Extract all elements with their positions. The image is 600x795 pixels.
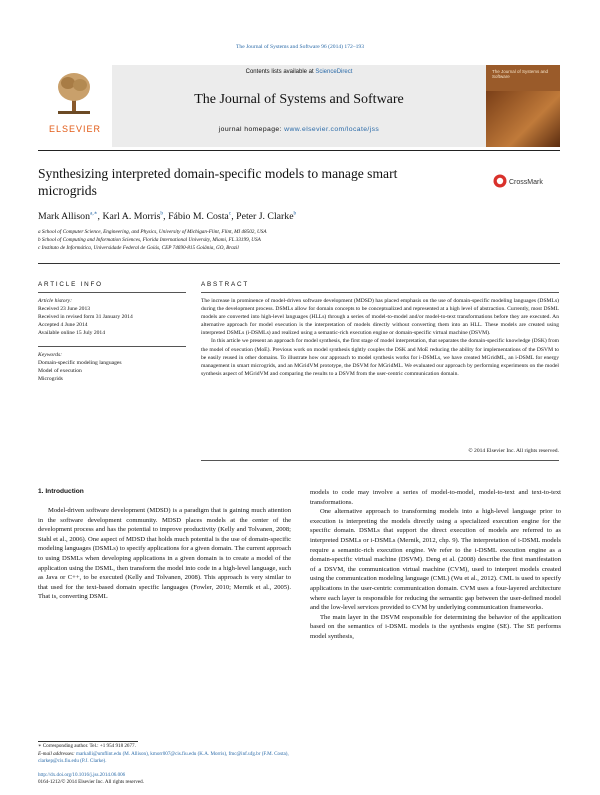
header-divider xyxy=(38,150,560,151)
history-item: Available online 15 July 2014 xyxy=(38,330,106,337)
footnotes xyxy=(38,743,298,766)
author[interactable]: Fábio M. Costa$^c$, xyxy=(168,211,237,223)
affiliation: b School of Computing and Information Sciences, Florida International University, Miami, FL 33199, USA xyxy=(38,237,261,243)
body-paragraph: models to code may involve a series of model-to-model, model-to-text and text-to-text transformations. xyxy=(310,489,561,506)
affiliation: c Instituto de Informática, Universidade Federal de Goiás, CEP 74690-815 Goiânia, GO, Brazil xyxy=(38,245,239,251)
history-item: Accepted 4 June 2014 xyxy=(38,322,88,329)
abstract-heading: ABSTRACT xyxy=(201,281,249,288)
keyword: Microgrids xyxy=(38,376,63,383)
corresponding-author-note: ∗ Corresponding author. Tel.: +1 954 918 2677. xyxy=(38,743,136,749)
author[interactable]: Peter J. Clarke$^b$ xyxy=(236,211,297,223)
homepage-prefix: journal homepage: xyxy=(218,126,285,133)
paper-title: Synthesizing interpreted domain-specific models to manage smart microgrids xyxy=(38,166,398,198)
abstract-body xyxy=(201,297,559,378)
journal-title: The Journal of Systems and Software xyxy=(194,92,404,107)
divider xyxy=(38,263,560,264)
body-paragraph: One alternative approach to transforming models into a high-level language prior to execution is interpreting the models directly using a specialized execution engine for the specific domain. DSMLs that support the direct execution of models are referred to as interpreted DSMLs or i-DSMLs (Mernik, 2012, chp. 9). The interpretation of i-DSML models require a semantic-rich execution engine. We refer to the i-DSML execution engine as a domain-specific virtual machine (DSVM). Deng et al. (2008) describe the first manifestation of a DSVM, the communication virtual machine (CVM), used to interpret models created using the communication modeling language (CML) (Wu et al., 2012). CML is used to specify applications in the user-centric communication domain. CVM uses a four-layered architecture where each layer is responsible for reducing the semantic gap between the user-defined model and the low-level services provided to CVM by underlying communication frameworks. xyxy=(310,508,561,612)
history-label: Article history: xyxy=(38,298,73,304)
body-left-column xyxy=(38,506,291,602)
history-item: Received 23 June 2013 xyxy=(38,306,91,313)
keyword: Model of execution xyxy=(38,368,82,375)
divider xyxy=(38,346,186,347)
affiliation: a School of Computer Science, Engineering, and Physics, University of Michigan-Flint, Flint, MI 48502, USA xyxy=(38,229,267,235)
copyright: © 2014 Elsevier Inc. All rights reserved. xyxy=(468,448,559,454)
contents-prefix: Contents lists available at xyxy=(245,69,316,75)
elsevier-tree-icon xyxy=(54,69,94,117)
divider xyxy=(38,292,186,293)
cover-artwork xyxy=(486,91,560,147)
journal-cover-image xyxy=(486,65,560,147)
body-paragraph: Model-driven software development (MDSD) is a paradigm that is gaining much attention in the software development community. MDSD places models at the center of the development process and has the potential to improve productivity (Kelly and Tolvanen, 2008; Stahl et al., 2006). One aspect of MDSD that holds much potential is the use of domain-specific modeling languages (DSMLs) to specify applications for a given domain. The current approach to using DSMLs when developing applications in a given domain is to create a model of the application using the DSML, then transform the model into code in a high-level language, such as Java or C++, to be executed (Kelly and Tolvanen, 2008). This approach is very similar to that used for the text-based domain specific languages (Fowler, 2010; Mernik et al., 2005). That is, converting DSML xyxy=(38,507,291,601)
crossmark-icon[interactable] xyxy=(493,174,555,188)
keywords xyxy=(38,351,188,383)
homepage-link[interactable]: www.elsevier.com/locate/jss xyxy=(284,126,380,133)
abstract-paragraph: In this article we present an approach for model synthesis, the first stage of model interpretation, that separates the domain-specific knowledge (DSK) from the model of execution (MoE). Previous work on model synthesis tightly couples the DSK and MoE reducing the ability for implementations of the DSVM to be easily reused in other domains. To illustrate how our approach to model synthesis works for i-DSMLs, we have created MGridML, an i-DSML for energy management in smart microgrids, and an MGridVM prototype, the DSVM for MGridML. We evaluated our approach by performing experiments on the model synthesis aspect of MGridVM and comparing the results to a DSVM from the user-centric communication domain. xyxy=(201,338,559,377)
journal-reference[interactable]: The Journal of Systems and Software 96 (2014) 172–193 xyxy=(235,44,364,50)
divider xyxy=(201,292,559,293)
section-heading: 1. Introduction xyxy=(38,488,84,495)
journal-homepage-line xyxy=(112,126,486,133)
author[interactable]: Mark Allison$^{a,∗}$, xyxy=(38,211,103,223)
cover-title: The Journal of Systems and Software xyxy=(492,69,549,79)
author-list xyxy=(38,211,558,222)
article-history xyxy=(38,297,188,337)
doi-link[interactable]: http://dx.doi.org/10.1016/j.jss.2014.06.006 xyxy=(38,772,126,778)
body-right-column xyxy=(310,488,561,642)
divider xyxy=(201,460,559,461)
body-paragraph: The main layer in the DSVM responsible for determining the behavior of the application based on the semantics of i-DSML models is the synthesis engine (SE). The SE performs model synthesis, xyxy=(310,613,561,640)
email-addresses: E-mail addresses: markalli@umflint.edu (M. Allison), kmorr007@cis.fiu.edu (K.A. Morris), fmc@inf.ufg.br (F.M. Costa), clarkep@cis.fiu.edu (P.J. Clarke). xyxy=(38,750,289,765)
keywords-label: Keywords: xyxy=(38,352,63,358)
abstract-paragraph: The increase in prominence of model-driven software development (MDSD) has placed emphasis on the use of domain-specific modeling languages (DSMLs) during the development process. DSMLs allow for domain concepts to be conceptualized and represented at a high level of abstraction. Currently, most DSML models are converted into high-level languages (HLLs) through a series of model-to-model and/or model-to-text transformations before they are executed. An alternative approach for model execution is the interpretation of models directly without converting them into an HLL. These models are created using interpreted DSMLs (i-DSMLs) and realized using a semantic-rich execution engine or domain-specific virtual machine (DSVM). xyxy=(201,298,559,337)
elsevier-logo xyxy=(38,65,112,147)
contents-line xyxy=(112,69,486,75)
author[interactable]: Karl A. Morris$^b$, xyxy=(102,211,169,223)
crossmark-label: CrossMark xyxy=(509,179,543,186)
article-info-heading: ARTICLE INFO xyxy=(38,281,103,288)
history-item: Received in revised form 31 January 2014 xyxy=(38,314,133,321)
doi-block xyxy=(38,772,298,787)
affiliations xyxy=(38,228,558,252)
sciencedirect-link[interactable]: ScienceDirect xyxy=(315,69,353,75)
publisher-name: ELSEVIER xyxy=(48,124,102,134)
email-links[interactable]: markalli@umflint.edu (M. Allison), kmorr007@cis.fiu.edu (K.A. Morris), fmc@inf.ufg.br (F.M. Costa), clarkep@cis.fiu.edu (P.J. Clarke). xyxy=(38,750,289,765)
keyword: Domain-specific modeling languages xyxy=(38,360,122,367)
issn-line: 0164-1212/© 2014 Elsevier Inc. All rights reserved. xyxy=(38,779,145,786)
footnote-divider xyxy=(38,741,138,742)
